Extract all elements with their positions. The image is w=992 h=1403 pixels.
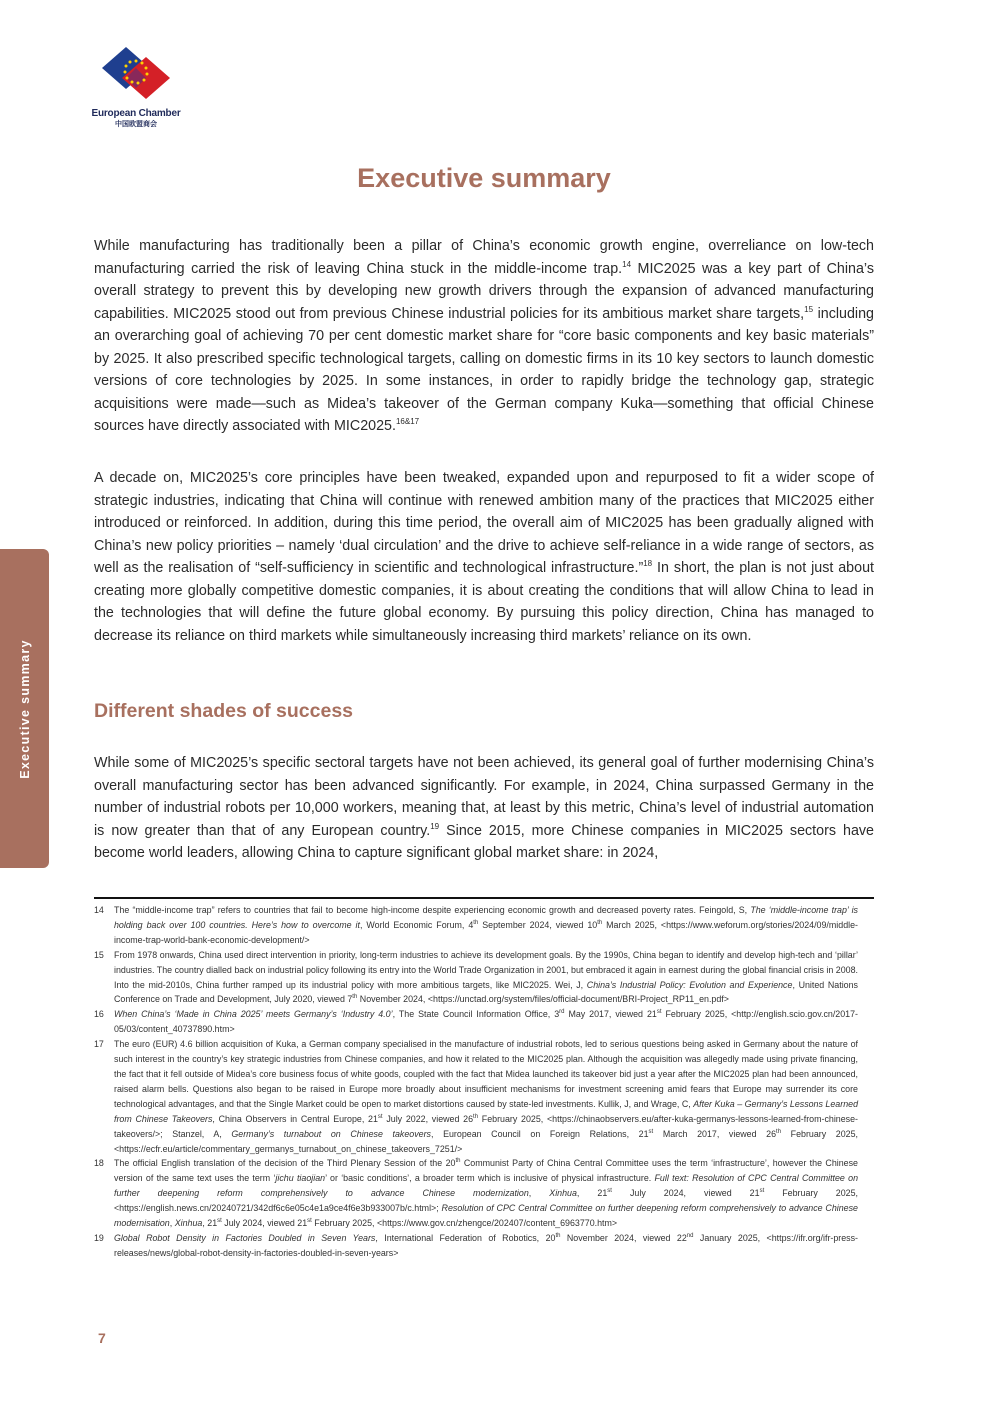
european-chamber-logo [88,44,184,129]
side-tab-label: Executive summary [17,638,32,779]
p1-text-a: While manufacturing has traditionally been a pillar of China’s economic growth engine, overreliance on low-tech manufacturing carried the risk of leaving China stuck in the middle-income trap. [94,238,874,277]
footnote-ref-14[interactable]: 14 [622,259,632,269]
footnote-text: When China’s ‘Made in China 2025’ meets Germany’s ‘Industry 4.0’, The State Council Information Office, 3rd May 2017, viewed 21st February 2025, <http://english.scio.gov.cn/2017-05/03/content_40737890.htm> [114,1009,858,1035]
footnote-text: The euro (EUR) 4.6 billion acquisition of Kuka, a German company specialised in the manufacture of industrial robots, led to serious questions being asked in Germany about the nature of such interest in the country’s key strategic industries from Chinese companies, and how it related to the MIC2025 plan. Although the acquisition was allegedly made using private financing, the fact that it fell outside of Midea’s core business focus of white goods, coupled with the fact that Midea launched its takeover bid just a year after the MIC2025 plan had been announced, raised alarm bells. Questions also began to be raised in Europe more broadly about insufficient mechanisms for investment screening amid fears that Europe may surrender its core technological advantages, and that the Single Market could be open to market distortions caused by state-led investments. Kullik, J, and Wrage, C, After Kuka – Germany’s Lessons Learned from Chinese Takeovers, China Observers in Central Europe, 21st July 2022, viewed 26th February 2025, <https://chinaobservers.eu/after-kuka-germanys-lessons-learned-from-chinese-takeovers/>; Stanzel, A, Germany’s turnabout on Chinese takeovers, European Council on Foreign Relations, 21st March 2017, viewed 26th February 2025, <https://ecfr.eu/article/commentary_germanys_turnabout_on_chinese_takeovers_7251/> [114,1039,859,1154]
p1-text-c: including an overarching goal of achieving 70 per cent domestic market share for “core basic components and key basic materials” by 2025. It also prescribed specific technological targets, calling on domestic firms in its 10 key sectors to launch domestic versions of core technologies by 2025. In some instances, in order to rapidly bridge the technology gap, strategic acquisitions were made—such as Midea’s takeover of the German company Kuka—something that official Chinese sources have directly associated with MIC2025. [94,305,875,434]
section-side-tab [0,549,49,868]
page-title: Executive summary [357,163,611,193]
footnote-text: Global Robot Density in Factories Doubled in Seven Years, International Federation of Robotics, 20th November 2024, viewed 22nd January 2025, <https://ifr.org/ifr-press-releases/news/global-robot-density-in-factories-doubled-in-seven-years> [114,1232,859,1258]
footnote-number: 17 [94,1039,104,1050]
footnote-number: 19 [94,1232,104,1243]
footnote-text: The official English translation of the decision of the Third Plenary Session of the 20th Communist Party of China Central Committee uses the term ‘infrastructure’, however the Chinese version of the same text uses the term ‘jichu tiaojian’ or ‘basic conditions’, a broader term which is inclusive of physical infrastructure. Full text: Resolution of CPC Central Committee on further deepening reform comprehensively to advance Chinese modernization, Xinhua, 21st July 2024, viewed 21st February 2025, <https://english.news.cn/20240721/342df6c6e05c4e1a9ce4f6e3b933007b/c.html>; Resolution of CPC Central Committee on further deepening reform comprehensively to advance Chinese modernisation, Xinhua, 21st July 2024, viewed 21st February 2025, <https://www.gov.cn/zhengce/202407/content_6963770.htm> [114,1158,859,1229]
footnote-number: 14 [94,905,104,915]
footnote-divider [94,897,874,899]
footnote-ref-18[interactable]: 18 [643,559,653,568]
footnote-text: From 1978 onwards, China used direct intervention in priority, long-term industries to achieve its development goals. By the 1990s, China began to identify and develop high-tech and ‘pillar’ industries. The country dialled back on industrial policy following its entry into the World Trade Organization in 2001, but embraced it again in earnest during the global financial crisis in 2008. Into the mid-2010s, China further ramped up its industrial policy with more ambitious targets, like MIC2025. Wei, J, China’s Industrial Policy: Evolution and Experience, United Nations Conference on Trade and Development, July 2020, viewed 7th November 2024, <https://unctad.org/system/files/official-document/BRI-Project_RP11_en.pdf> [114,949,858,1005]
footnote-17 [94,1037,858,1156]
p2-text-b: In short, the plan is not just about creating more globally competitive domestic companies, it is about creating the conditions that will allow China to lead in the technologies that will define the future global economy. By pursuing this policy direction, China has managed to decrease its reliance on third markets while simultaneously increasing third markets’ reliance on its own. [94,560,875,644]
p2-text-a: A decade on, MIC2025’s core principles have been tweaked, expanded upon and repurposed to fit a wider scope of strategic industries, indicating that China will continue with renewed ambition many of the practices that MIC2025 either introduced or reinforced. In addition, during this time period, the overall aim of MIC2025 has been gradually aligned with China’s new policy priorities – namely ‘dual circulation’ and the drive to achieve self-reliance in a wide range of sectors, as well as the realisation of “self-sufficiency in scientific and technological infrastructure.” [94,470,874,576]
footnote-ref-19[interactable]: 19 [430,821,440,831]
paragraph-3 [94,752,874,865]
footnote-ref-15[interactable]: 15 [804,304,814,314]
footnote-ref-16-17[interactable]: 16&17 [395,417,420,426]
section-heading: Different shades of success [94,700,354,722]
paragraph-2 [94,467,874,647]
paragraph-1 [94,235,874,438]
footnote-16 [94,1007,858,1037]
logo-emblem-icon [101,44,171,106]
p1-text-b: MIC2025 was a key part of China’s overall strategy to prevent this by developing new growth drivers through the expansion of advanced manufacturing capabilities. MIC2025 stood out from previous Chinese industrial policies for its ambitious market share targets, [94,260,874,322]
p3-text-b: Since 2015, more Chinese companies in MIC2025 sectors have become world leaders, allowing China to capture significant global market share: in 2024, [94,822,874,861]
footnote-15 [94,948,858,1008]
footnote-text: The “middle-income trap” refers to countries that fail to become high-income despite experiencing economic growth and decreased poverty rates. Feingold, S, The ‘middle-income trap’ is holding back over 100 countries. Here’s how to overcome it, World Economic Forum, 4th September 2024, viewed 10th March 2025, <https://www.weforum.org/stories/2024/09/middle-income-trap-world-bank-economic-development/> [114,905,858,945]
footnote-18 [94,1156,858,1231]
footnote-number: 15 [94,949,104,960]
p3-text-a: While some of MIC2025’s specific sectoral targets have not been achieved, its general goal of further modernising China’s overall manufacturing sector has been advanced significantly. For example, in 2024, China surpassed Germany in the number of industrial robots per 10,000 workers, meaning that, at least by this metric, China’s level of industrial automation is now greater than that of any European country. [94,755,874,839]
footnote-number: 16 [94,1009,104,1020]
footnotes [94,903,858,1261]
logo-name-cn: 中国欧盟商会 [115,121,157,128]
footnote-number: 18 [94,1158,104,1169]
footnote-14 [94,903,858,948]
logo-name: European Chamber [91,108,181,119]
page-number: 7 [98,1330,106,1346]
footnote-19 [94,1231,858,1261]
